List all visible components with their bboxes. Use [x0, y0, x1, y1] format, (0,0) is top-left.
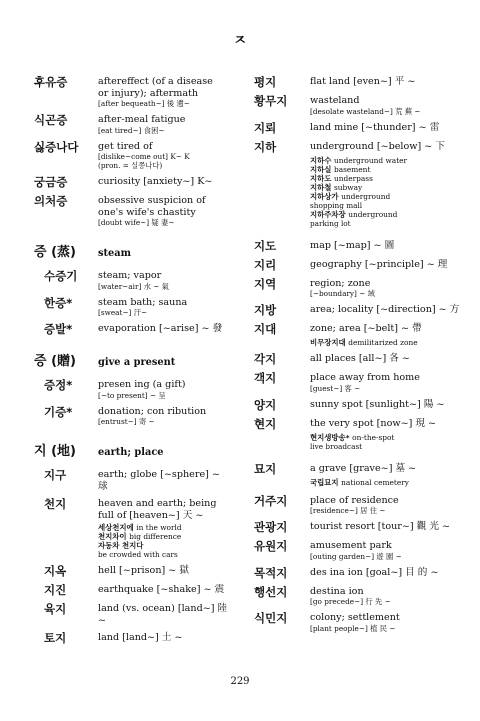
example-korean: 지하실	[310, 164, 332, 174]
entry-definition	[98, 195, 229, 227]
entry-definition	[310, 521, 464, 533]
entry-definition	[98, 379, 229, 400]
dictionary-entry	[254, 95, 464, 116]
entry-definition	[98, 632, 229, 644]
definition-line: place of residence	[310, 494, 399, 506]
entry-headword: 육지	[44, 602, 67, 616]
page-number: 229	[230, 676, 250, 687]
entry-definition	[310, 567, 464, 579]
example-korean: 천지차이	[98, 532, 127, 541]
entry-definition	[98, 76, 229, 108]
definition-line: flat land [even~] 平 ~	[310, 76, 416, 87]
entry-definition	[310, 95, 464, 116]
definition-line: steam; vapor	[98, 270, 162, 281]
section-head: 지 (地)	[34, 444, 76, 459]
dictionary-entry	[254, 259, 464, 272]
entry-headword: 지뢰	[254, 120, 277, 135]
example-line	[310, 433, 464, 442]
entry-headword: 거주지	[254, 493, 288, 508]
definition-line: place away from home	[310, 372, 420, 383]
entry-headword: 천지	[44, 497, 67, 511]
definition-line: presen ing (a gift)	[98, 379, 186, 390]
example-korean: 지하주차장	[310, 209, 346, 219]
entry-headword: 기증*	[44, 404, 73, 419]
entry-headword: 지리	[254, 257, 277, 272]
etymology-line: [residence~] 居 住 ~	[310, 506, 386, 515]
entry-definition	[98, 176, 229, 188]
definition-line: amusement park	[310, 540, 392, 551]
dictionary-entry	[34, 603, 229, 626]
entry-definition	[310, 141, 464, 153]
etymology-line: [desolate wasteland~] 荒 蕪 ~	[310, 106, 421, 116]
dictionary-entry	[254, 612, 464, 633]
example-line	[98, 523, 229, 532]
definition-line: evaporation [~arise] ~ 發	[98, 323, 223, 334]
example-korean: 현지생방송*	[310, 432, 350, 442]
definition-line: geography [~principle] ~ 理	[310, 258, 448, 270]
example-english: national cemetery	[341, 477, 409, 487]
entry-definition	[98, 603, 229, 626]
example-korean: 지하수	[310, 155, 332, 165]
example-korean: 세상천지에	[98, 523, 134, 532]
entry-definition	[310, 418, 464, 430]
definition-line: tourist resort [tour~] 觀 光 ~	[310, 521, 451, 532]
example-english: underground	[341, 191, 391, 201]
entry-headword: 식곤증	[34, 113, 68, 127]
entry-headword: 현지	[254, 416, 277, 431]
zone-example	[310, 338, 464, 347]
dictionary-entry	[254, 278, 464, 299]
dictionary-entry	[254, 141, 464, 154]
definition-line: earthquake [~shake] ~ 震	[98, 584, 225, 595]
entry-headword: 목적지	[254, 565, 288, 580]
etymology-line: [go precede~] 行 先 ~	[310, 597, 391, 606]
section-heading-earth	[34, 440, 229, 459]
entry-definition	[310, 463, 464, 475]
entry-headword: 유원지	[254, 539, 288, 553]
grave-example	[310, 478, 464, 487]
earth-group-2	[34, 565, 229, 645]
definition-line: all places [all~] 各 ~	[310, 353, 410, 364]
entry-headword: 궁금증	[34, 175, 68, 189]
entry-headword: 평지	[254, 75, 277, 89]
dictionary-entry	[34, 176, 229, 189]
etymology-line: [entrust~] 寄 ~	[98, 417, 155, 426]
section-gloss: earth; place	[98, 447, 164, 458]
definition-line: land [land~] 土 ~	[98, 632, 183, 643]
example-line	[98, 541, 229, 550]
dictionary-entry	[34, 406, 229, 427]
right-group-5	[254, 495, 464, 633]
definition-line: after-meal fatigue	[98, 114, 186, 125]
definition-line: des ina ion [goal~] 目 的 ~	[310, 566, 439, 578]
right-group-3	[254, 353, 464, 431]
etymology-line: [dislike~come out] K~ K	[98, 152, 190, 161]
etymology-line: [after bequeath~] 後 遺~	[98, 99, 190, 108]
definition-line: destina ion	[310, 585, 364, 597]
dictionary-entry	[254, 304, 464, 317]
left-column	[34, 76, 229, 651]
right-column	[254, 76, 464, 639]
example-english: basement	[334, 164, 371, 174]
definition-line: obsessive suspicion of	[98, 195, 206, 206]
entry-definition	[98, 114, 229, 135]
example-line	[310, 210, 464, 219]
entry-definition	[310, 612, 464, 633]
dictionary-entry	[34, 632, 229, 645]
etymology-line: [~to present] ~ 呈	[98, 390, 166, 400]
example-english: underground water	[334, 155, 408, 165]
entry-definition	[310, 122, 464, 134]
example-line	[310, 165, 464, 174]
definition-line: hell [~prison] ~ 獄	[98, 565, 189, 576]
dictionary-entry	[34, 323, 229, 336]
etymology-line: (pron. = 실쯩나다)	[98, 161, 163, 170]
examples-list	[310, 156, 464, 201]
definition-line: donation; con ribution	[98, 405, 207, 417]
entry-definition	[98, 270, 229, 291]
etymology-line: [guest~] 客 ~	[310, 383, 361, 393]
definition-line: colony; settlement	[310, 612, 400, 623]
entry-headword: 행선지	[254, 584, 288, 599]
entry-definition	[310, 278, 464, 299]
example-english: underground	[348, 209, 398, 219]
entry-headword: 각지	[254, 352, 277, 366]
definition-line: the very spot [now~] 現 ~	[310, 417, 437, 429]
definition-line: region; zone	[310, 277, 371, 289]
example-english: demilitarized zone	[348, 338, 418, 347]
example-gloss: be crowded with cars	[98, 550, 178, 559]
entry-headword: 지방	[254, 303, 277, 317]
section-letter: ㅈ	[233, 33, 247, 49]
example-english: underpass	[334, 173, 373, 183]
dictionary-entry	[34, 379, 229, 400]
entry-headword: 증발*	[44, 322, 73, 336]
dictionary-entry	[254, 353, 464, 366]
entry-headword: 지대	[254, 322, 277, 336]
entry-definition	[310, 399, 464, 411]
example-korean: 국립묘지	[310, 477, 339, 487]
entry-headword: 증정*	[44, 378, 73, 392]
dictionary-entry	[254, 76, 464, 89]
definition-line: sunny spot [sunlight~] 陽 ~	[310, 398, 445, 410]
entry-headword: 묘지	[254, 461, 277, 476]
example-line	[310, 156, 464, 165]
entry-definition	[98, 406, 229, 427]
example-english: in the world	[136, 523, 182, 532]
section-gloss: steam	[98, 248, 131, 259]
entry-headword: 객지	[254, 371, 277, 385]
entry-definition	[310, 76, 464, 88]
dictionary-entry	[254, 540, 464, 561]
dictionary-entry	[254, 122, 464, 135]
entry-headword: 황무지	[254, 94, 288, 108]
example-korean: 자동차 천지다	[98, 541, 144, 550]
right-group-1	[254, 76, 464, 154]
section-head: 증 (贈)	[34, 354, 76, 369]
definition-line: land mine [~thunder] ~ 雷	[310, 121, 440, 133]
example-line	[310, 174, 464, 183]
steam-group	[34, 270, 229, 336]
entry-definition	[310, 586, 464, 607]
entry-definition	[310, 259, 464, 271]
entry-headword: 의처증	[34, 194, 68, 208]
definition-line: curiosity [anxiety~] K~	[98, 176, 213, 187]
dictionary-entry	[254, 240, 464, 253]
dictionary-entry	[254, 567, 464, 580]
entry-headword: 토지	[44, 631, 67, 645]
entry-headword: 한증*	[44, 295, 73, 310]
entry-definition	[310, 353, 464, 365]
dictionary-entry	[34, 498, 229, 521]
entry-headword: 수증기	[44, 269, 78, 283]
entry-definition	[310, 372, 464, 393]
example-line	[98, 532, 229, 541]
example-english: on-the-spot	[352, 432, 395, 442]
example-line	[310, 183, 464, 192]
example-gloss: shopping mall	[310, 200, 363, 210]
section-gloss: give a present	[98, 357, 176, 368]
etymology-line: [doubt wife~] 疑 妻~	[98, 218, 175, 227]
example-korean: 지하도	[310, 173, 332, 183]
entry-headword: 싫증나다	[34, 139, 79, 154]
dictionary-entry	[254, 418, 464, 431]
section-heading-present	[34, 350, 229, 369]
dictionary-entry	[34, 469, 229, 492]
definition-line: earth; globe [~sphere] ~ 球	[98, 469, 220, 492]
entry-definition	[98, 498, 229, 521]
dictionary-entry	[254, 495, 464, 516]
entry-headword: 후유증	[34, 75, 68, 89]
entry-definition	[98, 584, 229, 596]
heaven-examples	[98, 523, 229, 559]
definition-line: a grave [grave~] 墓 ~	[310, 462, 417, 474]
dictionary-entry	[34, 76, 229, 108]
entry-definition	[98, 297, 229, 318]
entry-headword: 식민지	[254, 611, 288, 625]
example-korean: 비무장지대	[310, 338, 346, 347]
dictionary-entry	[34, 297, 229, 318]
entry-definition	[310, 323, 464, 335]
etymology-line: [~boundary] ~ 域	[310, 289, 375, 298]
earth-group	[34, 469, 229, 521]
definition-line: one's wife's chastity	[98, 206, 196, 218]
right-group-4	[254, 463, 464, 476]
example-english: subway	[334, 182, 363, 192]
definition-line: or injury); aftermath	[98, 87, 199, 99]
definition-line: aftereffect (of a disease	[98, 76, 213, 87]
definition-line: map [~map] ~ 圖	[310, 239, 395, 251]
etymology-line: [water~air] 水 ~ 氣	[98, 281, 169, 291]
dictionary-entry	[34, 195, 229, 227]
section-head: 증 (蒸)	[34, 245, 76, 260]
entry-definition	[98, 469, 229, 492]
present-group	[34, 379, 229, 426]
example-english: big difference	[129, 532, 182, 541]
definition-line: underground [~below] ~ 下	[310, 140, 445, 152]
entry-headword: 관광지	[254, 520, 288, 534]
definition-line: heaven and earth; being	[98, 498, 217, 509]
spot-example	[310, 433, 464, 451]
entry-definition	[98, 323, 229, 335]
definition-line: land (vs. ocean) [land~] 陸 ~	[98, 603, 228, 626]
dictionary-entry	[254, 372, 464, 393]
etymology-line: [plant people~] 植 民 ~	[310, 623, 396, 633]
dictionary-entry	[254, 463, 464, 476]
entry-definition	[310, 304, 464, 316]
examples-list	[98, 523, 229, 550]
example-gloss: parking lot	[310, 218, 351, 228]
dictionary-entry	[34, 141, 229, 171]
right-group-2	[254, 240, 464, 337]
section-heading-steam	[34, 241, 229, 260]
dictionary-entry	[254, 323, 464, 336]
definition-line: area; locality [~direction] ~ 方	[310, 304, 460, 315]
example-line	[310, 338, 464, 347]
dictionary-entry	[34, 565, 229, 578]
entry-definition	[310, 540, 464, 561]
underground-examples	[310, 156, 464, 228]
entry-headword: 지역	[254, 276, 277, 291]
entry-definition	[98, 565, 229, 577]
example-korean: 지하상가	[310, 191, 339, 201]
dictionary-entry	[254, 586, 464, 607]
etymology-line: [outing garden~] 遊 園 ~	[310, 551, 402, 561]
entry-definition	[310, 240, 464, 252]
etymology-line: [eat tired~] 食困~	[98, 125, 165, 135]
entry-definition	[310, 495, 464, 516]
entry-headword: 지옥	[44, 564, 67, 578]
example-line	[310, 478, 464, 487]
dictionary-entry	[254, 399, 464, 412]
example-line	[310, 192, 464, 201]
entry-definition	[98, 141, 229, 171]
dictionary-entry	[34, 584, 229, 597]
entry-headword: 지도	[254, 238, 277, 253]
definition-line: steam bath; sauna	[98, 296, 188, 308]
definition-line: zone; area [~belt] ~ 帶	[310, 323, 422, 334]
entry-headword: 지진	[44, 583, 67, 597]
definition-line: get tired of	[98, 140, 153, 152]
entry-headword: 지구	[44, 468, 67, 482]
etymology-line: [sweat~] 汗~	[98, 308, 148, 317]
dictionary-entry	[34, 114, 229, 135]
dictionary-entry	[34, 270, 229, 291]
left-top-group	[34, 76, 229, 227]
definition-line: wasteland	[310, 95, 360, 106]
entry-headword: 양지	[254, 397, 277, 412]
example-korean: 지하철	[310, 182, 332, 192]
dictionary-entry	[254, 521, 464, 534]
definition-line: full of [heaven~] 天 ~	[98, 509, 204, 521]
example-gloss: live broadcast	[310, 441, 363, 451]
entry-headword: 지하	[254, 139, 277, 154]
